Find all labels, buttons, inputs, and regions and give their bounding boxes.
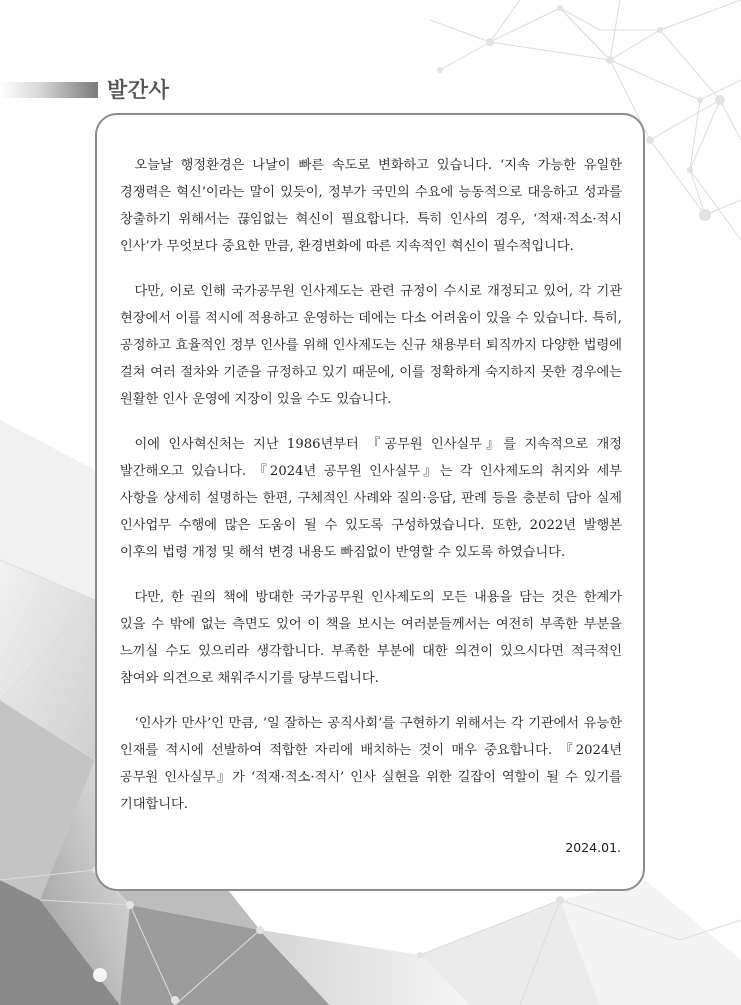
letter-paragraph-1: 오늘날 행정환경은 나날이 빠른 속도로 변화하고 있습니다. ‘지속 가능한 유일한 경쟁력은 혁신’이라는 말이 있듯이, 정부가 국민의 수요에 능동적으로 대응하고 성과를 창출하기 위해서는 끊임없는 혁신이 필요합니다. 특히 인사의 경우, ‘적재·적소·적시 인사’가 무엇보다 중요한 만큼, 환경변화에 따른 지속적인 혁신이 필수적입니다. (120, 158, 622, 254)
letter-paragraph-2: 다만, 이로 인해 국가공무원 인사제도는 관련 규정이 수시로 개정되고 있어, 각 기관 현장에서 이를 적시에 적용하고 운영하는 데에는 다소 어려움이 있을 수 있습니다. 특히, 공정하고 효율적인 정부 인사를 위해 인사제도는 신규 채용부터 퇴직까지 다양한 법령에 걸쳐 여러 절차와 기준을 규정하고 있기 때문에, 이를 정확하게 숙지하지 못한 경우에는 원활한 인사 운영에 지장이 있을 수도 있습니다. (120, 284, 622, 407)
letter-body (120, 152, 622, 836)
letter-paragraph-3: 이에 인사혁신처는 지난 1986년부터 『공무원 인사실무』를 지속적으로 개정 발간해오고 있습니다. 『2024년 공무원 인사실무』는 각 인사제도의 취지와 세부 사항을 상세히 설명하는 한편, 구체적인 사례와 질의·응답, 판례 등을 충분히 담아 실제 인사업무 수행에 많은 도움이 될 수 있도록 구성하였습니다. 또한, 2022년 발행본 이후의 법령 개정 및 해석 변경 내용도 빠짐없이 반영할 수 있도록 하였습니다. (120, 437, 622, 560)
page-title: 발간사 (107, 78, 170, 102)
header-accent-bar (0, 82, 98, 98)
letter-paragraph-4: 다만, 한 권의 책에 방대한 국가공무원 인사제도의 모든 내용을 담는 것은 한계가 있을 수 밖에 없는 측면도 있어 이 책을 보시는 여러분들께서는 여전히 부족한 부분을 느끼실 수도 있으리라 생각합니다. 부족한 부분에 대한 의견이 있으시다면 적극적인 참여와 의견으로 채워주시기를 당부드립니다. (120, 590, 622, 686)
letter-paragraph-5: ‘인사가 만사’인 만큼, ‘일 잘하는 공직사회’를 구현하기 위해서는 각 기관에서 유능한 인재를 적시에 선발하여 적합한 자리에 배치하는 것이 매우 중요합니다. 『2024년 공무원 인사실무』가 ‘적재·적소·적시’ 인사 실현을 위한 길잡이 역할이 될 수 있기를 기대합니다. (120, 716, 622, 812)
publication-date: 2024.01. (565, 840, 621, 855)
letter-card (95, 113, 645, 891)
